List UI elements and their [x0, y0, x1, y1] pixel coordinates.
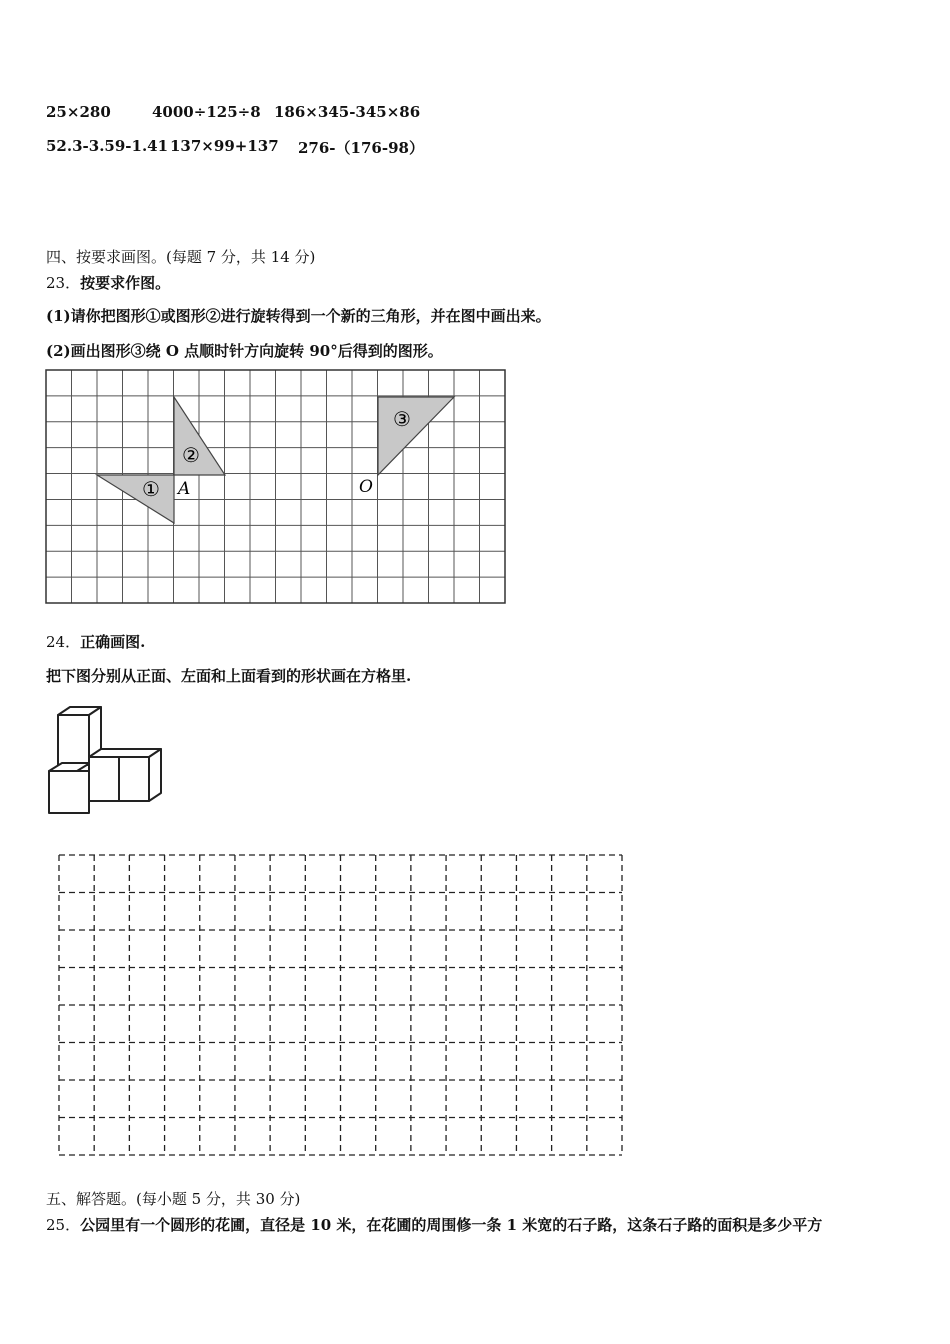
point-o-label: O	[359, 477, 373, 497]
q25-text: 公园里有一个圆形的花圃，直径是 10 米，在花圃的周围修一条 1 米宽的石子路，这条石子路的面积是多少平方	[80, 1216, 823, 1234]
q24-number: 24．	[46, 633, 81, 651]
q24-title: 正确画图.	[80, 633, 146, 651]
calc-expr-2: 4000÷125÷8	[152, 103, 261, 121]
answer-grid-lines	[59, 855, 622, 1155]
rotation-grid	[45, 369, 507, 605]
label-shape-2: ②	[182, 443, 200, 467]
calc-expr-4: 52.3-3.59-1.41	[46, 137, 169, 155]
label-shape-1: ①	[142, 477, 160, 501]
q25-line	[46, 1214, 822, 1235]
q24-instruction: 把下图分别从正面、左面和上面看到的形状画在方格里.	[46, 667, 412, 685]
q23-number: 23．	[46, 274, 81, 292]
cube-figure	[45, 705, 165, 815]
q23-title: 按要求作图。	[80, 274, 171, 292]
q23-part1: (1)请你把图形①或图形②进行旋转得到一个新的三角形，并在图中画出来。	[46, 307, 551, 325]
section4-heading: 四、按要求画图。(每题 7 分，共 14 分)	[46, 248, 316, 266]
q25-number: 25．	[46, 1216, 81, 1234]
triangle-3	[378, 397, 454, 475]
q23-part2: (2)画出图形③绕 O 点顺时针方向旋转 90°后得到的图形。	[46, 342, 443, 360]
label-shape-3: ③	[393, 407, 411, 431]
calc-expr-3: 186×345-345×86	[274, 103, 421, 121]
calc-expr-1: 25×280	[46, 103, 111, 121]
calc-expr-5: 137×99+137	[170, 137, 279, 155]
section5-heading: 五、解答题。(每小题 5 分，共 30 分)	[46, 1190, 301, 1208]
answer-grid[interactable]	[58, 854, 624, 1158]
q24-line	[46, 631, 145, 652]
calc-expr-6: 276-（176-98）	[298, 139, 424, 157]
point-a-label: A	[178, 479, 191, 499]
q23-line	[46, 272, 170, 293]
